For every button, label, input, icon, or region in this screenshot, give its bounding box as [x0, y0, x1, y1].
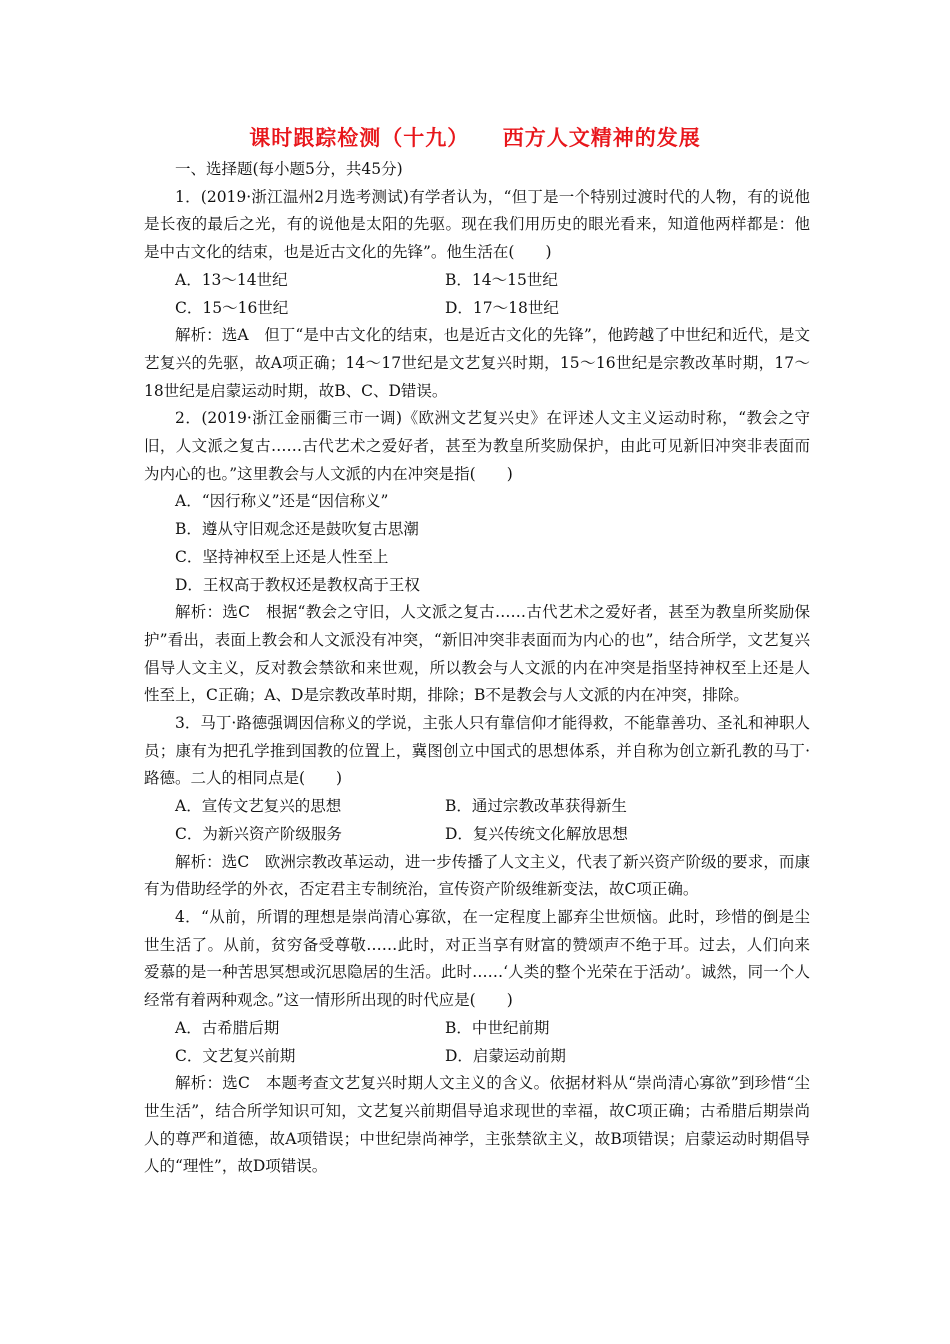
options-row — [144, 295, 810, 323]
document-body — [144, 156, 810, 1181]
options-row — [144, 1015, 810, 1043]
options-row — [144, 793, 810, 821]
option-a: A．宣传文艺复兴的思想 — [175, 797, 342, 816]
question-stem-1: 1．(2019·浙江温州2月选考测试)有学者认为，“但丁是一个特别过渡时代的人物，有的说他是长夜的最后之光，有的说他是太阳的先驱。现在我们用历史的眼光看来，知道他两样都是：他是中古文化的结束，也是近古文化的先锋”。他生活在( ) — [144, 187, 810, 262]
option-c: C．为新兴资产阶级服务 — [175, 824, 342, 843]
option-c: C．文艺复兴前期 — [175, 1046, 296, 1065]
options-row — [144, 821, 810, 849]
option-b: B．中世纪前期 — [445, 1018, 550, 1037]
option-b: B．遵从守旧观念还是鼓吹复古思潮 — [175, 520, 419, 539]
option-b: B．通过宗教改革获得新生 — [445, 797, 627, 816]
option-d: D．17～18世纪 — [445, 298, 559, 317]
option-a: A．13～14世纪 — [175, 270, 288, 289]
question-stem-3: 3．马丁·路德强调因信称义的学说，主张人只有靠信仰才能得救，不能靠善功、圣礼和神职人员；康有为把孔学推到国教的位置上，冀图创立中国式的思想体系，并自称为创立新孔教的马丁·路德。二人的相同点是( ) — [144, 714, 810, 788]
analysis-3: 解析：选C 欧洲宗教改革运动，进一步传播了人文主义，代表了新兴资产阶级的要求，而康有为借助经学的外衣，否定君主专制统治，宣传资产阶级维新变法，故C项正确。 — [144, 852, 810, 899]
analysis-4: 解析：选C 本题考查文艺复兴时期人文主义的含义。依据材料从“崇尚清心寡欲”到珍惜“尘世生活”，结合所学知识可知，文艺复兴前期倡导追求现世的幸福，故C项正确；古希腊后期崇尚人的尊严和道德，故A项错误；中世纪崇尚神学，主张禁欲主义，故B项错误；启蒙运动时期倡导人的“理性”，故D项错误。 — [144, 1074, 810, 1176]
options-row — [144, 1043, 810, 1071]
options-row — [144, 267, 810, 295]
question-stem-2: 2．(2019·浙江金丽衢三市一调)《欧洲文艺复兴史》在评述人文主义运动时称，“教会之守旧，人文派之复古……古代艺术之爱好者，甚至为教皇所奖励保护，由此可见新旧冲突非表面而为内心的也。”这里教会与人文派的内在冲突是指( ) — [144, 409, 810, 483]
option-c: C．坚持神权至上还是人性至上 — [175, 547, 389, 566]
option-b: B．14～15世纪 — [445, 270, 558, 289]
option-c: C．15～16世纪 — [175, 298, 289, 317]
analysis-2: 解析：选C 根据“教会之守旧，人文派之复古……古代艺术之爱好者，甚至为教皇所奖励保护”看出，表面上教会和人文派没有冲突，“新旧冲突非表面而为内心的也”，结合所学，文艺复兴倡导人文主义，反对教会禁欲和来世观，所以教会与人文派的内在冲突是指坚持神权至上还是人性至上，C正确；A、D是宗教改革时期，排除；B不是教会与人文派的内在冲突，排除。 — [144, 603, 810, 705]
option-d: D．复兴传统文化解放思想 — [445, 824, 628, 843]
section-heading: 一、选择题(每小题5分，共45分) — [175, 160, 403, 178]
analysis-1: 解析：选A 但丁“是中古文化的结束，也是近古文化的先锋”，他跨越了中世纪和近代，是文艺复兴的先驱，故A项正确；14～17世纪是文艺复兴时期，15～16世纪是宗教改革时期，17～18世纪是启蒙运动时期，故B、C、D错误。 — [144, 326, 810, 400]
option-d: D．王权高于教权还是教权高于王权 — [175, 575, 420, 594]
page-title: 课时跟踪检测（十九） 西方人文精神的发展 — [249, 126, 701, 150]
question-stem-4: 4．“从前，所谓的理想是崇尚清心寡欲，在一定程度上鄙弃尘世烦恼。此时，珍惜的倒是尘世生活了。从前，贫穷备受尊敬……此时，对正当享有财富的赞颂声不绝于耳。过去，人们向来爱慕的是一种苦思冥想或沉思隐居的生活。此时……‘人类的整个光荣在于活动’。诚然，同一个人经常有着两种观念。”这一情形所出现的时代应是( ) — [144, 907, 810, 1010]
option-d: D．启蒙运动前期 — [445, 1046, 566, 1065]
option-a: A．古希腊后期 — [175, 1018, 280, 1037]
option-a: A．“因行称义”还是“因信称义” — [175, 492, 389, 511]
